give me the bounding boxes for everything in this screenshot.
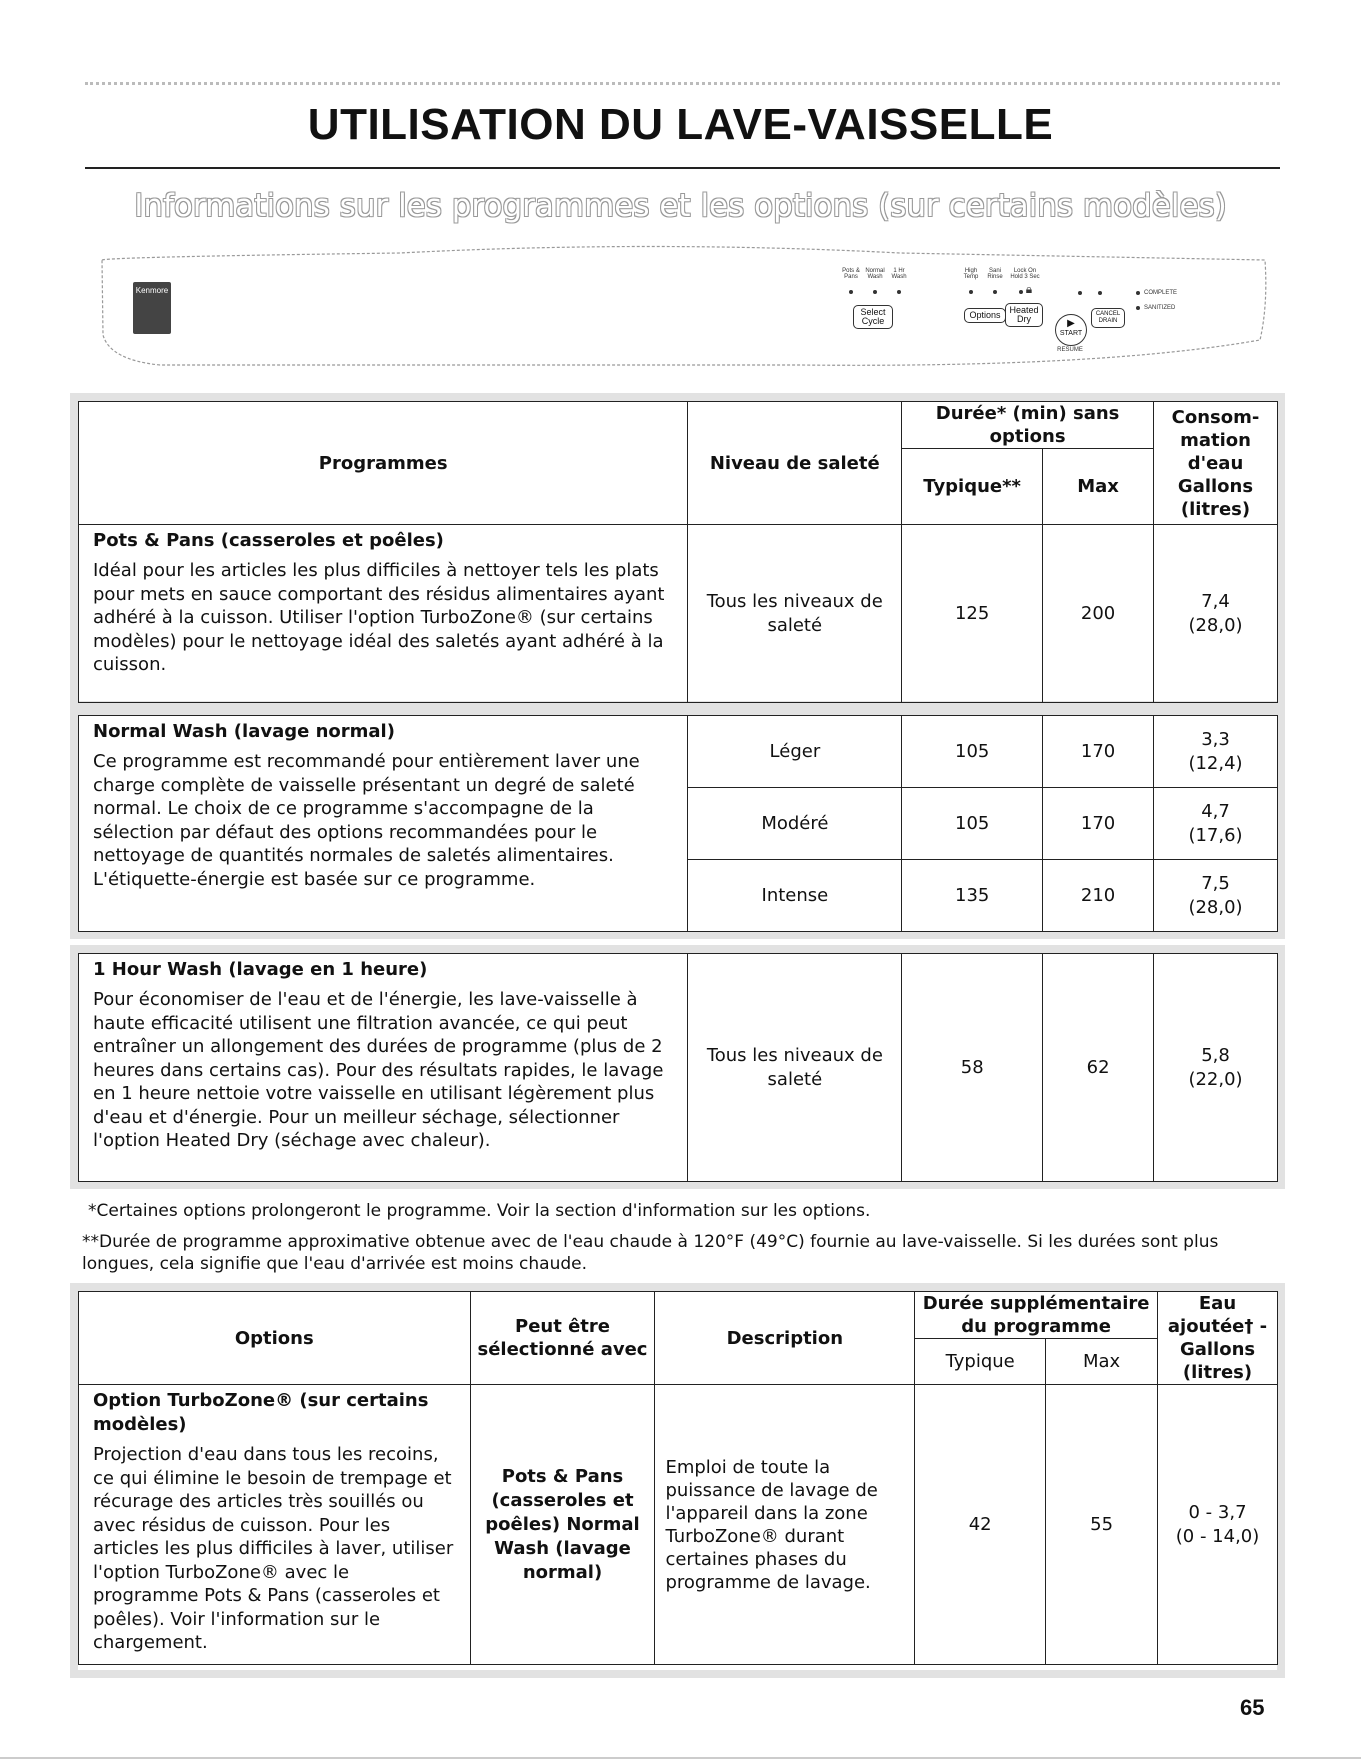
- extra-max-time: 55: [1046, 1385, 1158, 1665]
- programs-table-normal: [78, 715, 1278, 932]
- table-row: [79, 1385, 1278, 1665]
- program-cell: [79, 525, 688, 703]
- heated-dry-button[interactable]: Heated Dry: [1005, 303, 1043, 327]
- options-button[interactable]: Options: [964, 308, 1006, 323]
- water-usage: [1154, 788, 1278, 860]
- water-gallons: 0 - 3,7: [1188, 1501, 1247, 1523]
- play-icon: ▶: [1067, 318, 1075, 329]
- water-usage: [1154, 716, 1278, 788]
- extra-typical-time: 42: [915, 1385, 1046, 1665]
- header-duree-supp: Durée supplémentaire du programme: [915, 1292, 1158, 1339]
- title-rule: [85, 167, 1280, 169]
- option-indicator-light: [969, 290, 973, 294]
- footnote: **Durée de programme approximative obtenue avec de l'eau chaude à 120°F (49°C) fournie au lave-vaisselle. Si les durées sont plus longues, cela signifie que l'eau d'arrivée est moins chaude.: [82, 1232, 1219, 1274]
- header-max: Max: [1043, 449, 1154, 525]
- water-litres: (12,4): [1188, 752, 1243, 774]
- selectable-with: Pots & Pans (casseroles et poêles) Normal Wash (lavage normal): [470, 1385, 655, 1665]
- table-row: [79, 525, 1278, 703]
- soil-level: Léger: [688, 716, 902, 788]
- header-typique: Typique**: [902, 449, 1043, 525]
- added-water: [1158, 1385, 1278, 1665]
- top-dotted-rule: [85, 82, 1280, 85]
- max-time: 170: [1043, 716, 1154, 788]
- options-table: [78, 1291, 1278, 1665]
- max-time: 170: [1043, 788, 1154, 860]
- lock-icon: 🔒︎: [1025, 282, 1033, 296]
- start-label: START: [1059, 330, 1083, 337]
- program-description: Pour économiser de l'eau et de l'énergie, les lave-vaisselle à haute efficacité utilisent une filtration avancée, ce qui peut entraîner un allongement des durées de programme (plus de 2 heures dans certains cas). Pour des résultats rapides, le lavage en 1 heure nettoie votre vaisselle en utilisant légèrement plus d'eau et d'énergie. Pour un meilleur séchage, sélectionner l'option Heated Dry (séchage avec chaleur).: [93, 989, 664, 1151]
- table-row: [79, 954, 1278, 1182]
- resume-label: RESUME: [1057, 347, 1083, 353]
- water-gallons: 5,8: [1201, 1044, 1230, 1066]
- status-indicator-light: [1078, 291, 1082, 295]
- water-gallons: 4,7: [1201, 800, 1230, 822]
- footnote: *Certaines options prolongeront le programme. Voir la section d'information sur les options.: [88, 1201, 871, 1221]
- cycle-label-1hr: 1 Hr Wash: [891, 268, 907, 280]
- option-title: Option TurboZone® (sur certains modèles): [93, 1390, 429, 1435]
- program-title: Pots & Pans (casseroles et poêles): [93, 530, 444, 551]
- table-header-row: [79, 402, 1278, 449]
- option-indicator-light: [993, 290, 997, 294]
- header-programmes: Programmes: [79, 402, 688, 525]
- cycle-indicator-light: [897, 290, 901, 294]
- water-gallons: 7,5: [1201, 872, 1230, 894]
- table-header-row: [79, 1292, 1278, 1339]
- status-indicator-light: [1098, 291, 1102, 295]
- programs-table: [78, 401, 1278, 703]
- header-max: Max: [1046, 1339, 1158, 1385]
- header-typique: Typique: [915, 1339, 1046, 1385]
- program-description: Idéal pour les articles les plus difficiles à nettoyer tels les plats pour mets en sauce comportant des résidus alimentaires ayant adhéré à la cuisson. Utiliser l'option TurboZone® (sur certains modèles) pour le nettoyage idéal des saletés ayant adhéré à la cuisson.: [93, 560, 665, 675]
- complete-label: COMPLETE: [1144, 290, 1178, 296]
- water-gallons: 3,3: [1201, 728, 1230, 750]
- complete-light: [1136, 291, 1140, 295]
- typical-time: 105: [902, 788, 1043, 860]
- control-panel-illustration: [100, 245, 1270, 370]
- typical-time: 125: [902, 525, 1043, 703]
- water-litres: (22,0): [1188, 1068, 1243, 1090]
- program-cell: [79, 954, 688, 1182]
- soil-level: Tous les niveaux de saleté: [688, 954, 902, 1182]
- cancel-drain-button[interactable]: CANCEL DRAIN: [1091, 308, 1125, 328]
- water-gallons: 7,4: [1201, 590, 1230, 612]
- program-title: 1 Hour Wash (lavage en 1 heure): [93, 959, 428, 980]
- option-label-hightemp: High Temp: [963, 268, 979, 280]
- typical-time: 105: [902, 716, 1043, 788]
- soil-level: Tous les niveaux de saleté: [688, 525, 902, 703]
- program-cell: [79, 716, 688, 932]
- header-duree: Durée* (min) sans options: [902, 402, 1154, 449]
- header-description: Description: [655, 1292, 915, 1385]
- max-time: 210: [1043, 860, 1154, 932]
- cycle-label-pots: Pots & Pans: [842, 268, 860, 280]
- water-usage: [1154, 860, 1278, 932]
- option-label-lock: Lock On Hold 3 Sec: [1010, 268, 1040, 280]
- option-description: Emploi de toute la puissance de lavage de l'appareil dans la zone TurboZone® durant certaines phases du programme de lavage.: [655, 1385, 915, 1665]
- sanitized-light: [1136, 306, 1140, 310]
- water-litres: (28,0): [1188, 614, 1243, 636]
- option-indicator-light: [1019, 290, 1023, 294]
- select-cycle-button[interactable]: Select Cycle: [853, 305, 893, 329]
- kenmore-logo-text: Kenmore: [135, 286, 169, 295]
- cycle-indicator-light: [849, 290, 853, 294]
- header-niveau: Niveau de saleté: [688, 402, 902, 525]
- water-litres: (17,6): [1188, 824, 1243, 846]
- water-litres: (0 - 14,0): [1175, 1525, 1260, 1547]
- soil-level: Modéré: [688, 788, 902, 860]
- header-options: Options: [79, 1292, 471, 1385]
- sanitized-label: SANITIZED: [1144, 305, 1176, 311]
- header-selectable-with: Peut être sélectionné avec: [470, 1292, 655, 1385]
- page-title: UTILISATION DU LAVE-VAISSELLE: [307, 100, 1054, 149]
- option-text: Projection d'eau dans tous les recoins, ce qui élimine le besoin de trempage et récurage des articles très souillés ou avec résidus de cuisson. Pour les articles les plus difficiles à laver, utiliser l'option TurboZone® avec le programme Pots & Pans (casseroles et poêles). Voir l'information sur le chargement.: [93, 1444, 454, 1653]
- page-number: 65: [1240, 1695, 1265, 1720]
- water-usage: [1154, 525, 1278, 703]
- water-usage: [1154, 954, 1278, 1182]
- bottom-rule: [0, 1757, 1361, 1759]
- table-row: [79, 716, 1278, 788]
- typical-time: 58: [902, 954, 1043, 1182]
- header-eau: Eau ajoutée† - Gallons (litres): [1158, 1292, 1278, 1385]
- option-cell: [79, 1385, 471, 1665]
- program-title: Normal Wash (lavage normal): [93, 721, 395, 742]
- max-time: 200: [1043, 525, 1154, 703]
- start-button[interactable]: [1055, 314, 1087, 346]
- typical-time: 135: [902, 860, 1043, 932]
- soil-level: Intense: [688, 860, 902, 932]
- option-label-sanirinse: Sani Rinse: [987, 268, 1003, 280]
- program-description: Ce programme est recommandé pour entièrement laver une charge complète de vaisselle présentant un degré de saleté normal. Le choix de ce programme s'accompagne de la sélection par défaut des options recommandées pour le nettoyage de quantités normales de saletés alimentaires. L'étiquette-énergie est basée sur ce programme.: [93, 751, 640, 890]
- max-time: 62: [1043, 954, 1154, 1182]
- header-consommation: Consom- mation d'eau Gallons (litres): [1154, 402, 1278, 525]
- programs-table-1hour: [78, 953, 1278, 1182]
- cycle-indicator-light: [873, 290, 877, 294]
- cycle-label-normal: Normal Wash: [865, 268, 885, 280]
- section-subtitle: Informations sur les programmes et les options (sur certains modèles): [134, 188, 1227, 224]
- water-litres: (28,0): [1188, 896, 1243, 918]
